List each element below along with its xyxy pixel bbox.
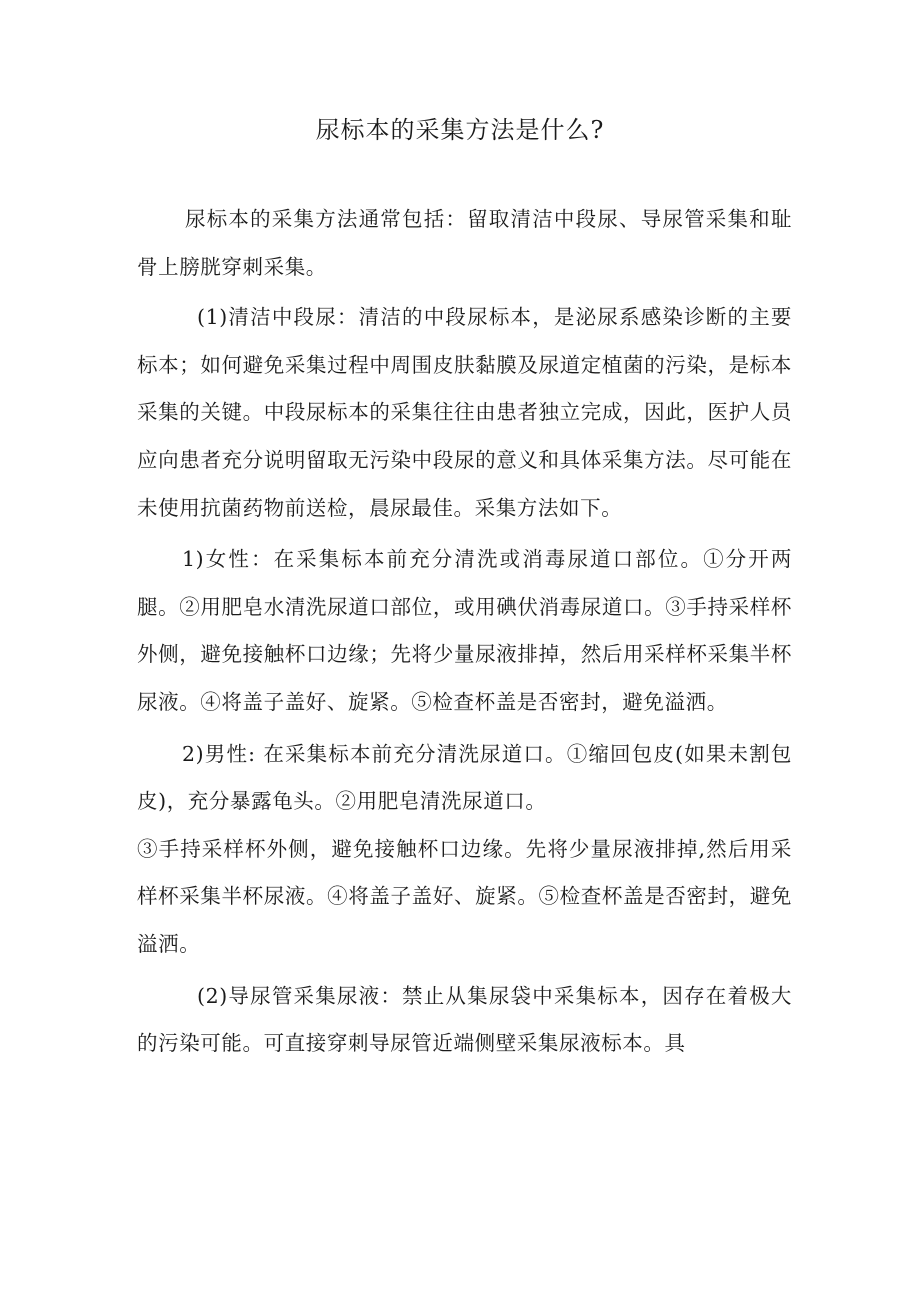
paragraph-catheter: (2)导尿管采集尿液：禁止从集尿袋中采集标本，因存在着极大的污染可能。可直接穿刺导尿管近端侧壁采集尿液标本。具 [137,983,792,1056]
paragraph-male-continued: ③手持采样杯外侧，避免接触杯口边缘。先将少量尿液排掉,然后用采样杯采集半杯尿液。④将盖子盖好、旋紧。⑤检查杯盖是否密封，避免溢洒。 [137,836,792,956]
document-body [137,196,792,1068]
document-title: 尿标本的采集方法是什么? [315,116,605,144]
paragraph-intro: 尿标本的采集方法通常包括：留取清洁中段尿、导尿管采集和耻骨上膀胱穿刺采集。 [137,207,792,279]
paragraph-female: 1)女性：在采集标本前充分清洗或消毒尿道口部位。①分开两腿。②用肥皂水清洗尿道口部位，或用碘伏消毒尿道口。③手持采样杯外侧，避免接触杯口边缘；先将少量尿液排掉，然后用采样杯采集半杯尿液。④将盖子盖好、旋紧。⑤检查杯盖是否密封，避免溢洒。 [137,547,792,714]
paragraph-male: 2)男性: 在采集标本前充分清洗尿道口。①缩回包皮(如果未割包皮)，充分暴露龟头。②用肥皂清洗尿道口。 [137,741,792,814]
paragraph-clean-midstream: (1)清洁中段尿：清洁的中段尿标本，是泌尿系感染诊断的主要标本；如何避免采集过程中周围皮肤黏膜及尿道定植菌的污染，是标本采集的关键。中段尿标本的采集往往由患者独立完成，因此，医护人员应向患者充分说明留取无污染中段尿的意义和具体采集方法。尽可能在未使用抗菌药物前送检，晨尿最佳。采集方法如下。 [137,305,792,520]
